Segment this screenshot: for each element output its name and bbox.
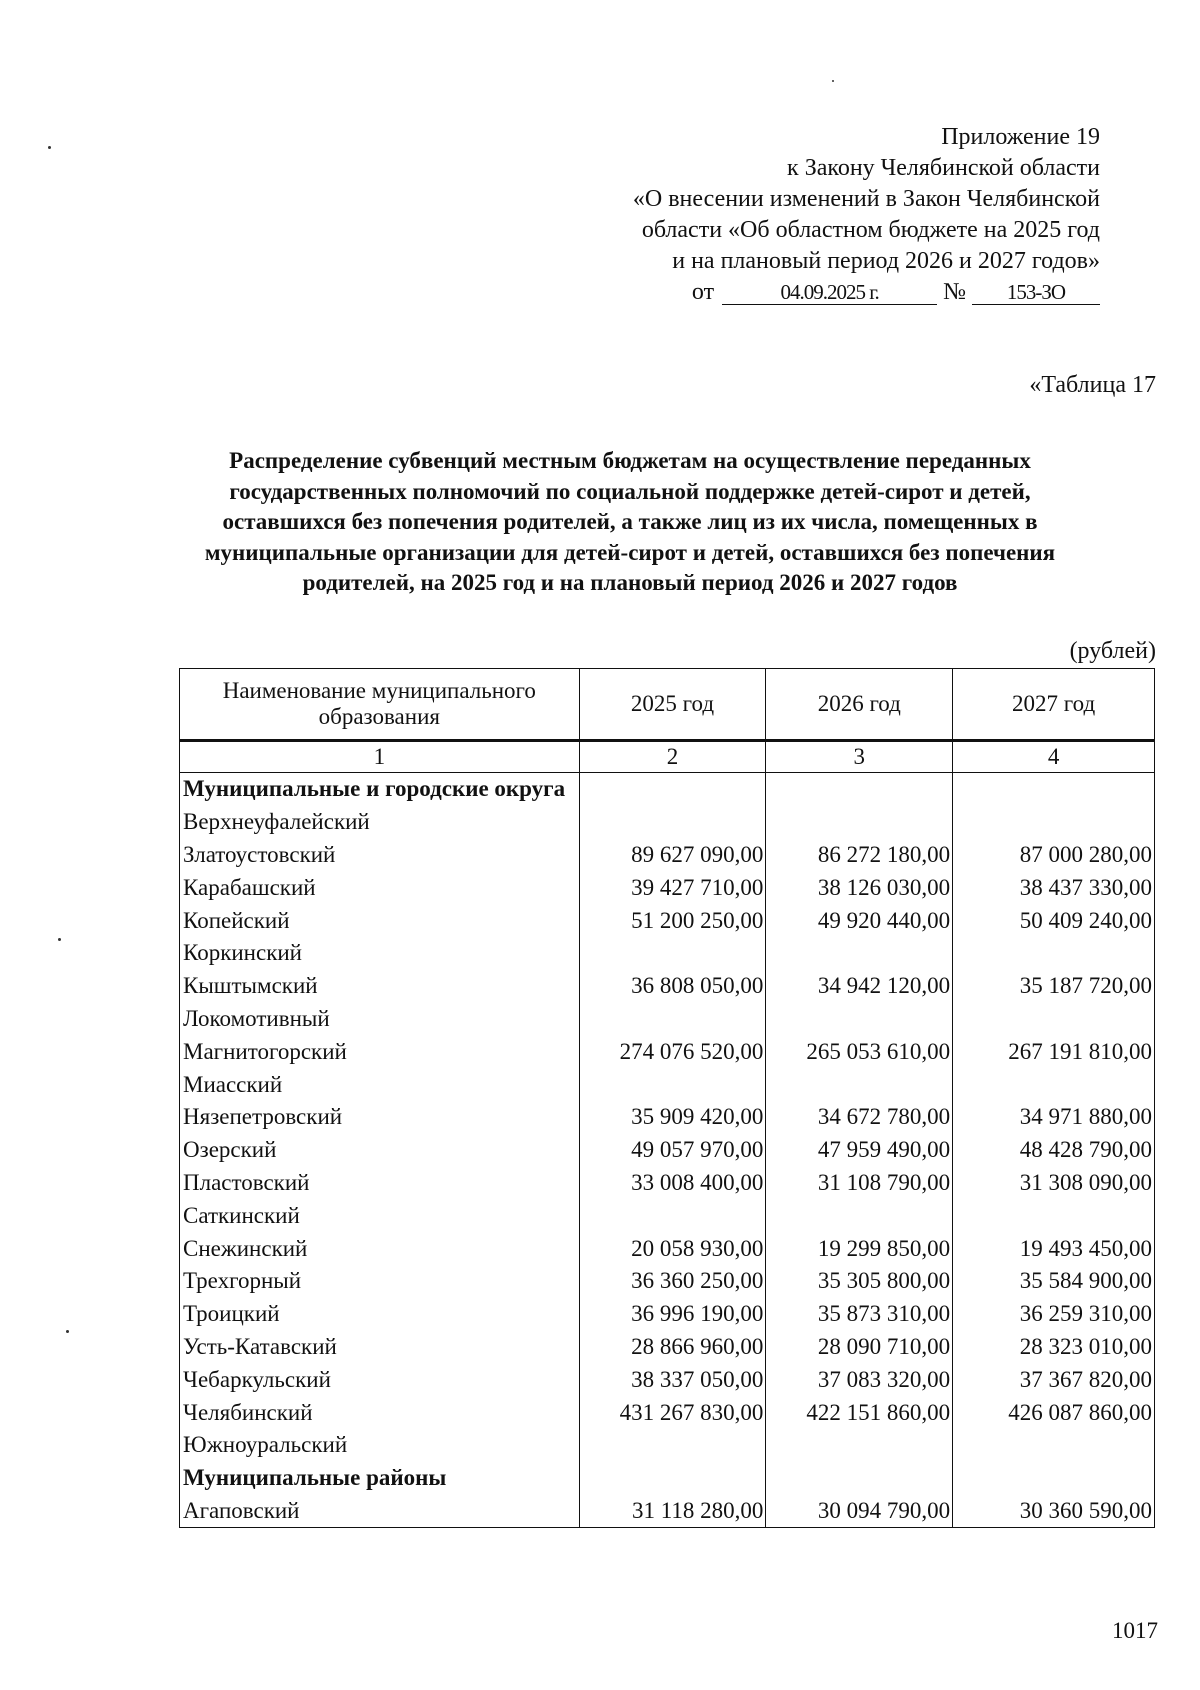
value-2025: 35 909 420,00	[579, 1101, 766, 1134]
value-2027: 34 971 880,00	[953, 1101, 1155, 1134]
value-2027: 87 000 280,00	[953, 839, 1155, 872]
value-2026: 49 920 440,00	[766, 904, 953, 937]
value-2026: 86 272 180,00	[766, 839, 953, 872]
value-2026: 19 299 850,00	[766, 1232, 953, 1265]
municipality-name: Пластовский	[180, 1167, 580, 1200]
appendix-line: «О внесении изменений в Закон Челябинской	[632, 186, 1100, 212]
table-row	[180, 1232, 1155, 1265]
value-2025	[579, 806, 766, 839]
scan-speck	[832, 80, 834, 82]
value-2026: 35 873 310,00	[766, 1298, 953, 1331]
title-line: родителей, на 2025 год и на плановый период 2026 и 2027 годов	[302, 570, 958, 595]
value-2027: 426 087 860,00	[953, 1396, 1155, 1429]
municipality-name: Саткинский	[180, 1199, 580, 1232]
value-2027: 35 187 720,00	[953, 970, 1155, 1003]
value-2025: 274 076 520,00	[579, 1035, 766, 1068]
from-label: от	[691, 279, 715, 305]
value-2027: 31 308 090,00	[953, 1167, 1155, 1200]
appendix-line: и на плановый период 2026 и 2027 годов»	[672, 248, 1100, 274]
law-date: 04.09.2025 г.	[722, 280, 937, 305]
municipality-name: Снежинский	[180, 1232, 580, 1265]
appendix-line: к Закону Челябинской области	[787, 155, 1100, 181]
value-2026: 30 094 790,00	[766, 1495, 953, 1528]
municipality-name: Трехгорный	[180, 1265, 580, 1298]
value-2026	[766, 937, 953, 970]
table-row	[180, 904, 1155, 937]
appendix-line: области «Об областном бюджете на 2025 год	[641, 217, 1100, 243]
municipality-name: Муниципальные и городские округа	[180, 773, 580, 806]
value-2026	[766, 1462, 953, 1495]
table-row	[180, 1331, 1155, 1364]
table-row	[180, 1265, 1155, 1298]
municipality-name: Челябинский	[180, 1396, 580, 1429]
municipality-name: Чебаркульский	[180, 1363, 580, 1396]
value-2025: 49 057 970,00	[579, 1134, 766, 1167]
value-2026	[766, 1068, 953, 1101]
municipality-name: Карабашский	[180, 871, 580, 904]
value-2025	[579, 1199, 766, 1232]
value-2027	[953, 1429, 1155, 1462]
header-2026: 2026 год	[766, 669, 953, 741]
page-number: 1017	[1112, 1618, 1158, 1643]
value-2025	[579, 773, 766, 806]
table-row	[180, 1363, 1155, 1396]
value-2025: 28 866 960,00	[579, 1331, 766, 1364]
appendix-line: Приложение 19	[941, 124, 1100, 150]
value-2025: 89 627 090,00	[579, 839, 766, 872]
municipality-name: Копейский	[180, 904, 580, 937]
table-row	[180, 937, 1155, 970]
value-2025	[579, 1003, 766, 1036]
value-2027: 30 360 590,00	[953, 1495, 1155, 1528]
scan-speck	[66, 1330, 69, 1333]
value-2026	[766, 1429, 953, 1462]
column-number: 4	[953, 741, 1155, 773]
municipality-name: Локомотивный	[180, 1003, 580, 1036]
law-number: 153-ЗО	[972, 280, 1100, 305]
document-title	[170, 446, 1090, 599]
value-2027	[953, 1003, 1155, 1036]
table-row	[180, 970, 1155, 1003]
value-2026: 265 053 610,00	[766, 1035, 953, 1068]
value-2027: 267 191 810,00	[953, 1035, 1155, 1068]
table-row	[180, 1134, 1155, 1167]
table-row	[180, 1035, 1155, 1068]
value-2025: 36 996 190,00	[579, 1298, 766, 1331]
value-2026: 37 083 320,00	[766, 1363, 953, 1396]
header-row	[180, 669, 1155, 741]
value-2026: 34 672 780,00	[766, 1101, 953, 1134]
value-2025: 38 337 050,00	[579, 1363, 766, 1396]
value-2025: 39 427 710,00	[579, 871, 766, 904]
value-2025	[579, 1068, 766, 1101]
value-2026: 422 151 860,00	[766, 1396, 953, 1429]
title-line: государственных полномочий по социальной поддержке детей-сирот и детей,	[229, 478, 1031, 504]
value-2026: 35 305 800,00	[766, 1265, 953, 1298]
value-2025: 36 360 250,00	[579, 1265, 766, 1298]
value-2027: 50 409 240,00	[953, 904, 1155, 937]
municipality-name: Верхнеуфалейский	[180, 806, 580, 839]
table-row	[180, 1068, 1155, 1101]
value-2025: 36 808 050,00	[579, 970, 766, 1003]
municipality-name: Южноуральский	[180, 1429, 580, 1462]
municipality-name: Златоустовский	[180, 839, 580, 872]
value-2027	[953, 1462, 1155, 1495]
table-row	[180, 1167, 1155, 1200]
value-2025: 431 267 830,00	[579, 1396, 766, 1429]
scan-speck	[48, 146, 51, 149]
table-reference: «Таблица 17	[1029, 372, 1156, 398]
value-2027	[953, 806, 1155, 839]
value-2026: 28 090 710,00	[766, 1331, 953, 1364]
value-2027: 38 437 330,00	[953, 871, 1155, 904]
value-2027: 19 493 450,00	[953, 1232, 1155, 1265]
column-number-row	[180, 741, 1155, 773]
value-2027: 35 584 900,00	[953, 1265, 1155, 1298]
municipality-name: Коркинский	[180, 937, 580, 970]
table-row	[180, 806, 1155, 839]
value-2025: 20 058 930,00	[579, 1232, 766, 1265]
table-row	[180, 1199, 1155, 1232]
value-2025: 33 008 400,00	[579, 1167, 766, 1200]
title-line: оставшихся без попечения родителей, а также лиц из их числа, помещенных в	[222, 509, 1038, 534]
value-2027: 48 428 790,00	[953, 1134, 1155, 1167]
value-2025	[579, 1462, 766, 1495]
municipality-name: Усть-Катавский	[180, 1331, 580, 1364]
value-2027	[953, 773, 1155, 806]
municipality-name: Троицкий	[180, 1298, 580, 1331]
title-line: Распределение субвенций местным бюджетам на осуществление переданных	[229, 448, 1031, 473]
municipality-name: Агаповский	[180, 1495, 580, 1528]
table-row	[180, 839, 1155, 872]
value-2026: 38 126 030,00	[766, 871, 953, 904]
number-label: №	[943, 279, 966, 305]
header-municipality: Наименование муниципального образования	[180, 669, 580, 741]
value-2027: 28 323 010,00	[953, 1331, 1155, 1364]
table-row	[180, 1298, 1155, 1331]
municipality-name: Кыштымский	[180, 970, 580, 1003]
table-row	[180, 1429, 1155, 1462]
value-2025	[579, 1429, 766, 1462]
header-2025: 2025 год	[579, 669, 766, 741]
value-2026	[766, 1199, 953, 1232]
value-2026	[766, 1003, 953, 1036]
value-2027: 37 367 820,00	[953, 1363, 1155, 1396]
table-body	[180, 773, 1155, 1528]
value-2027	[953, 1068, 1155, 1101]
table-row	[180, 1003, 1155, 1036]
table-row	[180, 1495, 1155, 1528]
table-row	[180, 871, 1155, 904]
value-2027	[953, 1199, 1155, 1232]
scan-speck	[58, 938, 61, 941]
value-2026: 31 108 790,00	[766, 1167, 953, 1200]
municipality-name: Озерский	[180, 1134, 580, 1167]
municipality-name: Муниципальные районы	[180, 1462, 580, 1495]
table-row	[180, 1101, 1155, 1134]
municipality-name: Миасский	[180, 1068, 580, 1101]
section-row	[180, 1462, 1155, 1495]
value-2025: 31 118 280,00	[579, 1495, 766, 1528]
title-line: муниципальные организации для детей-сирот и детей, оставшихся без попечения	[204, 539, 1056, 565]
law-date-number-line	[692, 277, 1100, 308]
value-2027: 36 259 310,00	[953, 1298, 1155, 1331]
appendix-header	[633, 122, 1100, 308]
municipality-name: Нязепетровский	[180, 1101, 580, 1134]
value-2026	[766, 806, 953, 839]
column-number: 2	[579, 741, 766, 773]
value-2026: 34 942 120,00	[766, 970, 953, 1003]
municipality-name: Магнитогорский	[180, 1035, 580, 1068]
units-label: (рублей)	[1069, 638, 1156, 664]
section-row	[180, 773, 1155, 806]
value-2026	[766, 773, 953, 806]
value-2025	[579, 937, 766, 970]
table-row	[180, 1396, 1155, 1429]
header-2027: 2027 год	[953, 669, 1155, 741]
value-2025: 51 200 250,00	[579, 904, 766, 937]
column-number: 1	[180, 741, 580, 773]
value-2026: 47 959 490,00	[766, 1134, 953, 1167]
column-number: 3	[766, 741, 953, 773]
value-2027	[953, 937, 1155, 970]
subvention-table	[179, 668, 1155, 1528]
